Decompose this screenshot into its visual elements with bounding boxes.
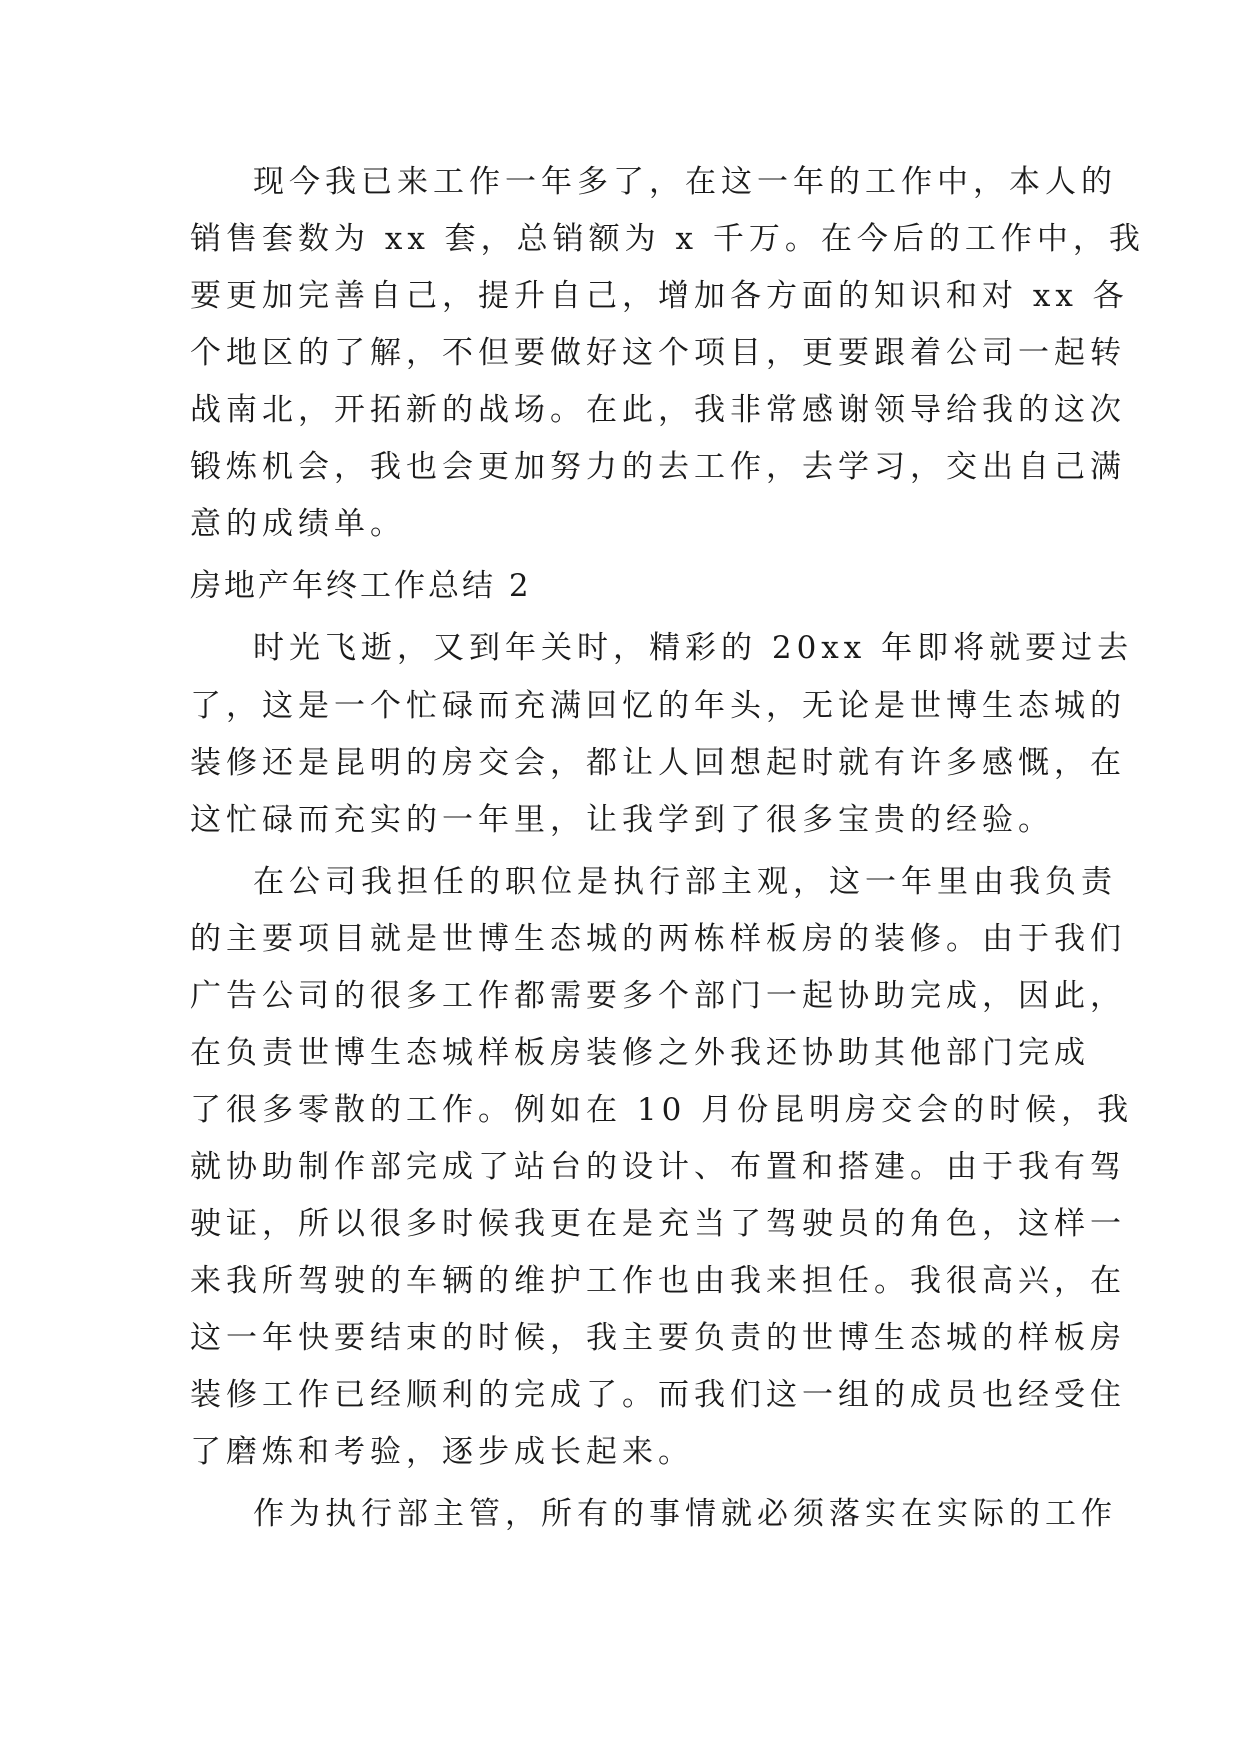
paragraph-3-line-9: 这一年快要结束的时候，我主要负责的世博生态城的样板房 <box>190 1320 1126 1356</box>
paragraph-1-line-5: 战南北，开拓新的战场。在此，我非常感谢领导给我的这次 <box>190 392 1126 428</box>
paragraph-2-line-1: 时光飞逝，又到年关时，精彩的 20xx 年即将就要过去 <box>253 630 1134 666</box>
paragraph-1-line-4: 个地区的了解，不但要做好这个项目，更要跟着公司一起转 <box>190 335 1126 371</box>
paragraph-3-line-3: 广告公司的很多工作都需要多个部门一起协助完成，因此， <box>190 978 1126 1014</box>
paragraph-1-line-2: 销售套数为 xx 套，总销额为 x 千万。在今后的工作中，我 <box>190 221 1145 257</box>
paragraph-3-line-7: 驶证，所以很多时候我更在是充当了驾驶员的角色，这样一 <box>190 1206 1126 1242</box>
paragraph-2-line-4: 这忙碌而充实的一年里，让我学到了很多宝贵的经验。 <box>190 802 1054 838</box>
paragraph-3-line-4: 在负责世博生态城样板房装修之外我还协助其他部门完成 <box>190 1035 1090 1071</box>
paragraph-3-line-6: 就协助制作部完成了站台的设计、布置和搭建。由于我有驾 <box>190 1149 1126 1185</box>
paragraph-1-line-3: 要更加完善自己，提升自己，增加各方面的知识和对 xx 各 <box>190 278 1129 314</box>
paragraph-3-line-2: 的主要项目就是世博生态城的两栋样板房的装修。由于我们 <box>190 921 1126 957</box>
paragraph-3-line-11: 了磨炼和考验，逐步成长起来。 <box>190 1434 694 1470</box>
paragraph-3-line-5: 了很多零散的工作。例如在 10 月份昆明房交会的时候，我 <box>190 1092 1134 1128</box>
paragraph-1-line-1: 现今我已来工作一年多了，在这一年的工作中，本人的 <box>253 164 1117 200</box>
paragraph-1-line-7: 意的成绩单。 <box>190 506 406 542</box>
paragraph-3-line-1: 在公司我担任的职位是执行部主观，这一年里由我负责 <box>253 864 1117 900</box>
paragraph-3-line-10: 装修工作已经顺利的完成了。而我们这一组的成员也经受住 <box>190 1377 1126 1413</box>
section-heading: 房地产年终工作总结 2 <box>190 568 532 604</box>
paragraph-4-line-1: 作为执行部主管，所有的事情就必须落实在实际的工作 <box>253 1496 1117 1532</box>
paragraph-1-line-6: 锻炼机会，我也会更加努力的去工作，去学习，交出自己满 <box>190 449 1126 485</box>
paragraph-3-line-8: 来我所驾驶的车辆的维护工作也由我来担任。我很高兴，在 <box>190 1263 1126 1299</box>
paragraph-2-line-3: 装修还是昆明的房交会，都让人回想起时就有许多感慨，在 <box>190 745 1126 781</box>
paragraph-2-line-2: 了，这是一个忙碌而充满回忆的年头，无论是世博生态城的 <box>190 688 1126 724</box>
